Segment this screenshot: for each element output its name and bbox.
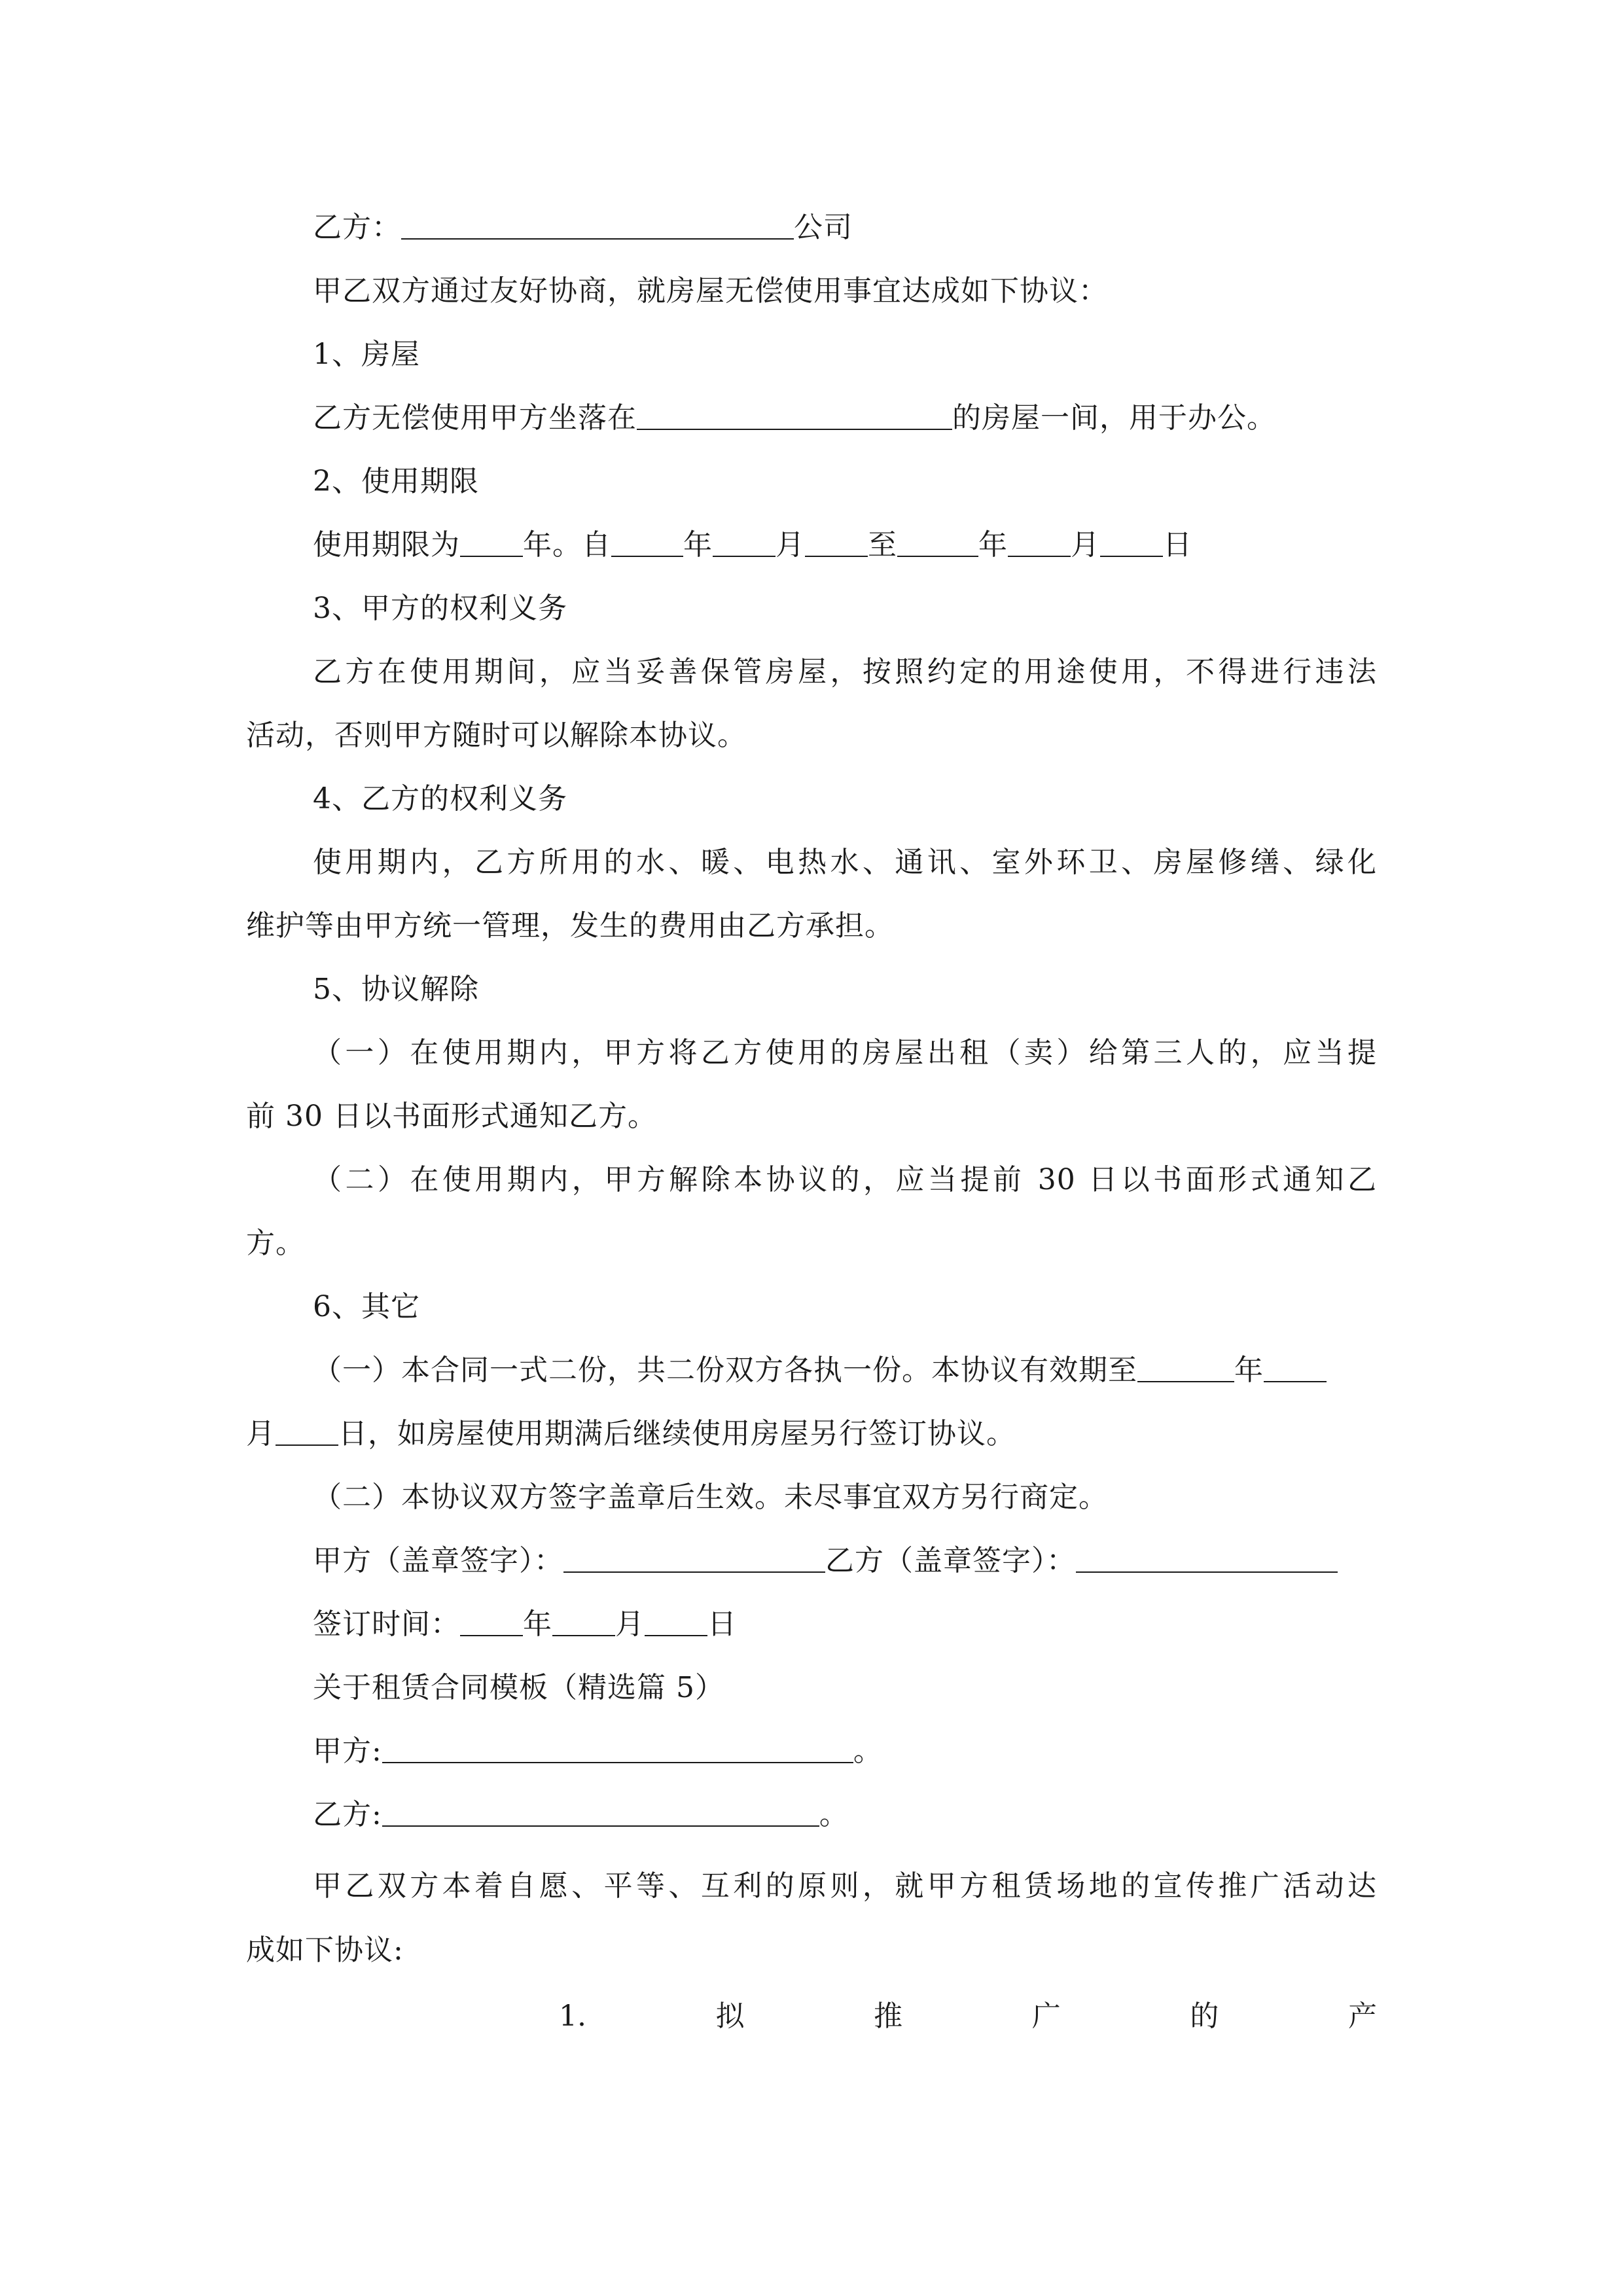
termination-clause-2: （二）在使用期内，甲方解除本协议的，应当提前 30 日以书面形式通知乙: [313, 1163, 1377, 1196]
party-a-label-2: 甲方:: [313, 1734, 382, 1768]
termination-clause-1-cont: 前 30 日以书面形式通知乙方。: [246, 1100, 657, 1133]
sign-year-label: 年: [523, 1607, 552, 1641]
agreement-intro-2: 甲乙双方本着自愿、平等、互利的原则，就甲方租赁场地的宣传推广活动达: [313, 1869, 1377, 1903]
party-b-signature-blank: [1076, 1543, 1338, 1573]
section-6-heading: 6、其它: [313, 1290, 420, 1323]
item-char-5: 产: [1347, 2000, 1377, 2033]
house-usage-text: 的房屋一间，用于办公。: [952, 401, 1276, 435]
valid-month-label: 月: [246, 1417, 276, 1450]
party-b-signature-label: 乙方（盖章签字）：: [825, 1544, 1076, 1577]
other-clause-1: [313, 1346, 1377, 1395]
item-char-2: 推: [874, 2000, 903, 2033]
section-5-heading: 5、协议解除: [313, 973, 479, 1006]
from-month-label: 月: [776, 528, 805, 562]
party-a-blank-2: [382, 1733, 853, 1763]
party-b-line: [313, 203, 1377, 253]
section-3-text-1: 乙方在使用期间，应当妥善保管房屋，按照约定的用途使用，不得进行违法: [313, 655, 1377, 689]
agreement-intro-2-cont: 成如下协议:: [246, 1933, 404, 1967]
item-char-1: 拟: [715, 2000, 745, 2033]
from-day-blank: [805, 527, 868, 557]
party-a-line-2: [313, 1727, 1377, 1776]
section-4-text-1: 使用期内，乙方所用的水、暖、电热水、通讯、室外环卫、房屋修缮、绿化: [313, 846, 1377, 879]
signature-line: [313, 1536, 1377, 1586]
section-4-text-2: 维护等由甲方统一管理，发生的费用由乙方承担。: [246, 909, 894, 942]
termination-clause-1: （一）在使用期内，甲方将乙方使用的房屋出租（卖）给第三人的，应当提: [313, 1036, 1377, 1069]
valid-day-blank: [276, 1416, 338, 1446]
from-year-label: 年: [683, 528, 713, 562]
party-a-signature-blank: [563, 1543, 825, 1573]
to-year-label: 年: [978, 528, 1008, 562]
party-a-signature-label: 甲方（盖章签字）：: [313, 1544, 563, 1577]
other-clause-1-rest: 日，如房屋使用期满后继续使用房屋另行签订协议。: [338, 1417, 1016, 1450]
to-day-label: 日: [1163, 528, 1192, 562]
term-years-blank: [460, 527, 523, 557]
signing-date-label: 签订时间：: [313, 1607, 460, 1641]
agreement-intro: 甲乙双方通过友好协商，就房屋无偿使用事宜达成如下协议：: [313, 274, 1108, 308]
item-char-3: 广: [1031, 2000, 1061, 2033]
sign-month-blank: [552, 1606, 615, 1636]
house-location-blank: [637, 400, 952, 430]
to-day-blank: [1100, 527, 1163, 557]
promotion-item-line: [559, 1992, 1377, 2041]
other-clause-2: （二）本协议双方签字盖章后生效。未尽事宜双方另行商定。: [313, 1480, 1108, 1514]
to-month-label: 月: [1071, 528, 1100, 562]
section-3-heading: 3、甲方的权利义务: [313, 592, 567, 625]
party-b-label-2: 乙方:: [313, 1798, 382, 1831]
sign-day-blank: [645, 1606, 707, 1636]
section-1-heading: 1、房屋: [313, 338, 420, 371]
term-label: 使用期限为: [313, 528, 460, 562]
to-month-blank: [1008, 527, 1071, 557]
sign-year-blank: [460, 1606, 523, 1636]
from-year-blank: [611, 527, 683, 557]
item-number: 1.: [559, 2000, 586, 2033]
from-month-blank: [713, 527, 776, 557]
party-b-label: 乙方：: [313, 211, 401, 244]
party-b-line-2: [313, 1790, 1377, 1840]
section-3-text-2: 活动，否则甲方随时可以解除本协议。: [246, 719, 747, 752]
house-location-line: [313, 393, 1377, 443]
item-char-4: 的: [1190, 2000, 1219, 2033]
sign-day-label: 日: [707, 1607, 737, 1641]
section-2-heading: 2、使用期限: [313, 465, 479, 498]
valid-month-blank-a: [1264, 1352, 1327, 1382]
template-5-title: 关于租赁合同模板（精选篇 5）: [313, 1671, 724, 1704]
other-clause-1-cont: [246, 1409, 1377, 1459]
party-b-period-2: 。: [819, 1798, 849, 1831]
to-label: 至: [868, 528, 897, 562]
party-a-period-2: 。: [853, 1734, 883, 1768]
signing-date-line: [313, 1600, 1377, 1649]
sign-month-label: 月: [615, 1607, 645, 1641]
section-4-heading: 4、乙方的权利义务: [313, 782, 567, 816]
company-suffix: 公司: [794, 211, 853, 244]
to-year-blank: [897, 527, 978, 557]
party-b-blank-2: [382, 1797, 819, 1827]
party-b-blank: [401, 209, 794, 240]
term-line: [313, 520, 1377, 570]
other-clause-1-text: （一）本合同一式二份，共二份双方各执一份。本协议有效期至: [313, 1354, 1137, 1387]
termination-clause-2-cont: 方。: [246, 1227, 305, 1260]
house-location-label: 乙方无偿使用甲方坐落在: [313, 401, 637, 435]
valid-year-label: 年: [1234, 1354, 1264, 1387]
term-from-text: 年。自: [523, 528, 611, 562]
valid-year-blank: [1137, 1352, 1234, 1382]
